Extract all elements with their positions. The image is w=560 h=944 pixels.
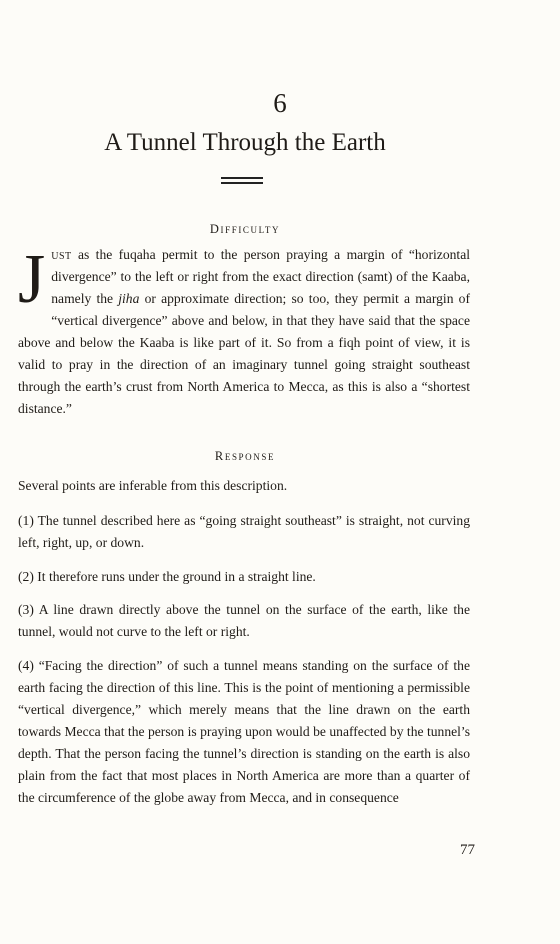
difficulty-paragraph <box>18 241 470 420</box>
lead-in: ust <box>51 247 72 262</box>
response-heading: Response <box>214 449 276 463</box>
title-ornament <box>221 177 263 185</box>
response-point-3: (3) A line drawn directly above the tunnel on the surface of the earth, like the tunnel, would not curve to the left or right. <box>18 602 470 639</box>
difficulty-italic-term: jiha <box>118 291 140 306</box>
drop-cap: J <box>18 241 46 318</box>
response-intro: Several points are inferable from this description. <box>18 478 288 493</box>
difficulty-heading: Difficulty <box>209 222 281 236</box>
ornament-rule-bottom <box>221 182 263 184</box>
response-point-4: (4) “Facing the direction” of such a tunnel means standing on the surface of the earth facing the direction of this line. This is the point of mentioning a permissible “vertical divergence,” which merely means that the line drawn on the earth towards Mecca that the person is praying upon would be unaffected by the tunnel’s depth. That the person facing the tunnel’s direction is standing on the earth is also plain from the fact that most places in North America are more than a quarter of the circumference of the globe away from Mecca, and in consequence <box>18 658 470 805</box>
response-point-2: (2) It therefore runs under the ground in a straight line. <box>18 569 316 584</box>
chapter-title: A Tunnel Through the Earth <box>104 129 386 156</box>
difficulty-text-2: or approximate direction; so too, they permit a margin of “vertical divergence” above and below, in that they have said that the space above and below the Kaaba is like part of it. So from a fiqh point of view, it is valid to pray in the direction of an imaginary tunnel going straight southeast through the earth’s crust from North America to Mecca, as this is also a “shortest distance.” <box>18 291 470 416</box>
response-point-1: (1) The tunnel described here as “going straight southeast” is straight, not curving left, right, up, or down. <box>18 513 470 550</box>
difficulty-text-1: as the fuqaha permit to the person praying a margin of “horizontal divergence” to the left or right from the exact direction (samt) of the Kaaba, namely the <box>51 247 470 306</box>
page-number: 77 <box>460 842 475 858</box>
ornament-rule-top <box>221 177 263 179</box>
chapter-number: 6 <box>273 88 287 118</box>
